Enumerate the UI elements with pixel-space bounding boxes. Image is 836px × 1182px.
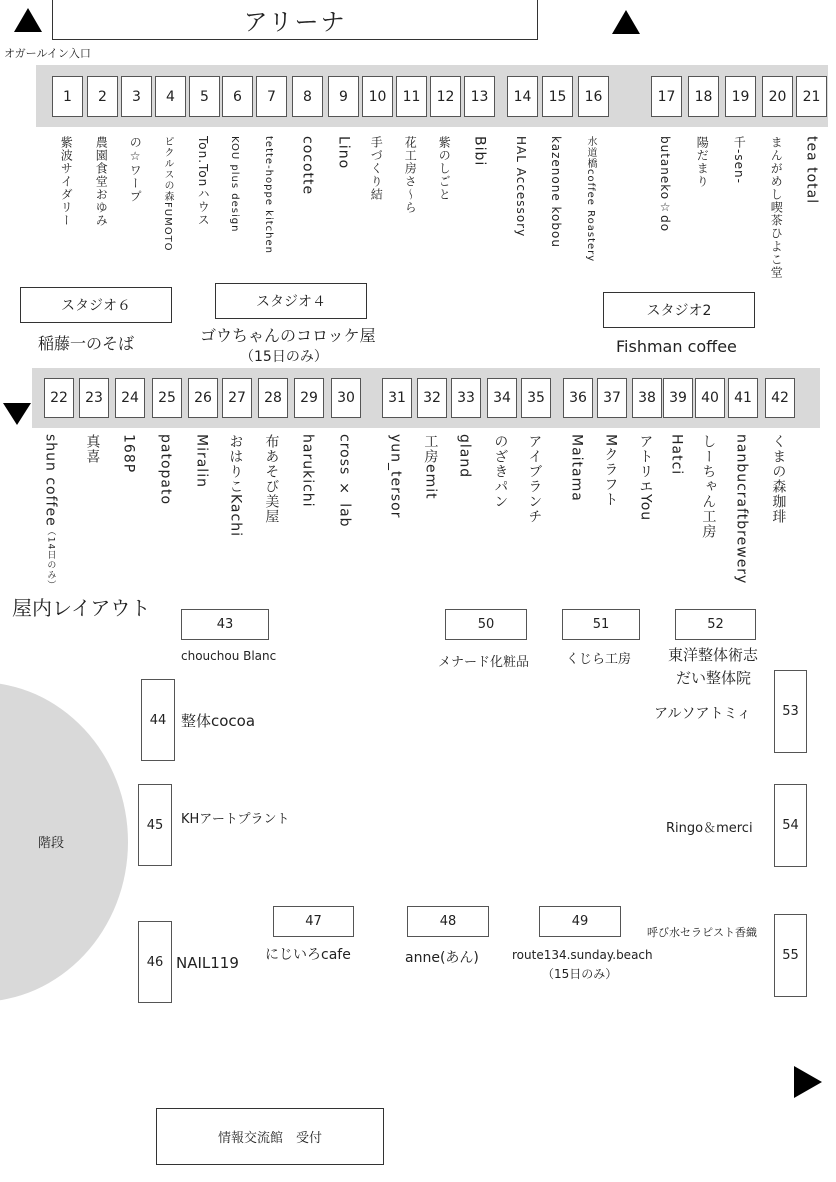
vendor-name: butaneko☆do — [658, 136, 673, 233]
vendor-name: 農園食堂おゆみ — [94, 136, 109, 227]
up-arrow-icon — [612, 10, 640, 34]
vendor-50: メナード化粧品 — [438, 655, 530, 670]
studio-2 — [603, 292, 755, 328]
booth-number: 47 — [305, 914, 322, 929]
vendor-name-text: アトリエYou — [637, 434, 654, 522]
vendor-name-text: くまの森珈琲 — [770, 434, 787, 524]
right-arrow-icon — [794, 1066, 822, 1098]
vendor-name: tette-hoppe kitchen — [263, 136, 274, 254]
vendor-45: KHアートプラント — [181, 812, 290, 827]
vendor-name: 紫波サイダリー — [59, 136, 74, 227]
booth-50 — [445, 609, 527, 640]
vendor-name — [568, 434, 583, 502]
down-arrow-icon — [3, 403, 31, 425]
studio-6 — [20, 287, 172, 323]
booth-5: 5 — [189, 76, 220, 117]
vendor-name — [120, 434, 135, 473]
booth-8: 8 — [292, 76, 323, 117]
vendor-49: route134.sunday.beach — [512, 948, 653, 962]
booth-4: 4 — [155, 76, 186, 117]
booth-54 — [774, 784, 807, 867]
vendor-name: まんがめし喫茶ひよこ堂 — [769, 136, 784, 279]
booth-44 — [141, 679, 175, 761]
vendor-name-text: しーちゃん工房 — [700, 434, 717, 539]
vendor-name — [637, 434, 652, 521]
vendor-name-text: 真喜 — [84, 434, 101, 464]
studio-4-label: スタジオ４ — [256, 294, 326, 310]
vendor-name — [84, 434, 99, 464]
booth-11: 11 — [396, 76, 427, 117]
booth-34: 34 — [487, 378, 517, 418]
vendor-name: 千-sen- — [732, 136, 747, 184]
booth-31: 31 — [382, 378, 412, 418]
vendor-name — [700, 434, 715, 539]
vendor-name: ピクルスの森FUMOTO — [162, 136, 173, 252]
booth-15: 15 — [542, 76, 573, 117]
booth-21: 21 — [796, 76, 827, 117]
booth-17: 17 — [651, 76, 682, 117]
vendor-name: 紫のしごと — [437, 136, 452, 201]
booth-14: 14 — [507, 76, 538, 117]
booth-18: 18 — [688, 76, 719, 117]
vendor-47: にじいろcafe — [265, 947, 351, 963]
vendor-name — [422, 434, 437, 500]
booth-1: 1 — [52, 76, 83, 117]
vendor-name — [157, 434, 172, 505]
vendor-name: kazenone kobou — [549, 136, 564, 248]
studio-2-label: スタジオ2 — [646, 303, 712, 319]
booth-number: 46 — [146, 954, 164, 970]
vendor-name — [387, 434, 402, 519]
booth-number: 45 — [146, 817, 164, 833]
vendor-48: anne(あん) — [405, 950, 479, 966]
booth-37: 37 — [597, 378, 627, 418]
booth-33: 33 — [451, 378, 481, 418]
booth-27: 27 — [222, 378, 252, 418]
vendor-name-text: yun_tersor — [387, 434, 404, 519]
booth-51 — [562, 609, 640, 640]
booth-48 — [407, 906, 489, 937]
vendor-43: chouchou Blanc — [181, 649, 277, 663]
vendor-name — [299, 434, 314, 508]
vendor-name — [770, 434, 785, 524]
booth-number: 51 — [592, 617, 610, 632]
booth-number: 53 — [782, 704, 799, 719]
studio-4 — [215, 283, 367, 319]
vendor-name — [733, 434, 748, 584]
vendor-54: Ringo＆merci — [666, 821, 753, 836]
vendor-name: Lino — [335, 136, 352, 170]
vendor-name — [193, 434, 208, 488]
vendor-name — [42, 434, 57, 590]
vendor-49-note: （15日のみ） — [542, 967, 618, 981]
vendor-name: HAL Accessory — [514, 136, 529, 238]
booth-46 — [138, 921, 172, 1003]
vendor-name: KOU plus design — [229, 136, 240, 233]
booth-13: 13 — [464, 76, 495, 117]
studio-4-vendor: ゴウちゃんのコロッケ屋 — [200, 326, 376, 345]
booth-43 — [181, 609, 269, 640]
vendor-name-text: Mクラフト — [602, 434, 619, 508]
booth-25: 25 — [152, 378, 182, 418]
vendor-name: cocotte — [299, 136, 316, 196]
booth-number: 54 — [782, 818, 799, 833]
booth-number: 49 — [571, 914, 589, 929]
booth-6: 6 — [222, 76, 253, 117]
vendor-name-text: Maitama — [568, 434, 585, 502]
arena-box — [52, 0, 538, 40]
vendor-53: アルソアトミィ — [654, 706, 751, 722]
vendor-name-text: Hatci — [668, 434, 685, 476]
up-arrow-icon — [14, 8, 42, 32]
vendor-name — [526, 434, 541, 524]
booth-41: 41 — [728, 378, 758, 418]
entrance-label: オガールイン入口 — [4, 47, 91, 60]
booth-28: 28 — [258, 378, 288, 418]
vendor-name — [336, 434, 351, 528]
studio-6-vendor: 稲藤一のそば — [38, 334, 135, 353]
booth-19: 19 — [725, 76, 756, 117]
vendor-name: 手づくり結 — [369, 136, 384, 201]
booth-30: 30 — [331, 378, 361, 418]
booth-40: 40 — [695, 378, 725, 418]
vendor-46: NAIL119 — [176, 954, 239, 972]
vendor-note: （14日のみ） — [45, 526, 56, 591]
vendor-name: Ton.Tonハウス — [196, 136, 211, 227]
vendor-name-text: patopato — [157, 434, 174, 506]
vendor-name: 花工房さ～ら — [403, 136, 418, 214]
vendor-name-text: cross × lab — [336, 434, 353, 528]
reception-label: 情報交流館 受付 — [217, 1131, 322, 1146]
studio-2-vendor: Fishman coffee — [616, 337, 737, 356]
booth-3: 3 — [121, 76, 152, 117]
vendor-name-text: Miralin — [193, 434, 210, 488]
booth-number: 48 — [439, 914, 457, 929]
indoor-title: 屋内レイアウト — [12, 596, 151, 620]
booth-10: 10 — [362, 76, 393, 117]
booth-23: 23 — [79, 378, 109, 418]
booth-12: 12 — [430, 76, 461, 117]
vendor-name: の☆ワープ — [128, 136, 143, 203]
vendor-name-text: harukichi — [299, 434, 316, 508]
booth-20: 20 — [762, 76, 793, 117]
booth-16: 16 — [578, 76, 609, 117]
booth-36: 36 — [563, 378, 593, 418]
vendor-name: 陽だまり — [695, 136, 710, 188]
vendor-name — [492, 434, 507, 509]
vendor-name-text: 布あそび美屋 — [263, 434, 280, 524]
booth-26: 26 — [188, 378, 218, 418]
booth-22: 22 — [44, 378, 74, 418]
vendor-55: 呼び水セラピスト香織 — [647, 926, 757, 939]
vendor-name-text: 168P — [120, 434, 137, 474]
booth-47 — [273, 906, 354, 937]
vendor-52: 東洋整体術志 — [668, 646, 759, 664]
vendor-name: 水道橋coffee Roastery — [585, 136, 596, 263]
booth-9: 9 — [328, 76, 359, 117]
studio-6-label: スタジオ６ — [61, 298, 131, 314]
vendor-name — [456, 434, 471, 478]
vendor-name-text: アイブランチ — [526, 434, 543, 524]
vendor-name — [602, 434, 617, 507]
booth-number: 52 — [707, 617, 724, 632]
booth-45 — [138, 784, 172, 866]
booth-number: 50 — [477, 617, 495, 632]
vendor-name: Bibi — [471, 136, 488, 167]
vendor-name-text: 工房emit — [422, 434, 439, 500]
booth-29: 29 — [294, 378, 324, 418]
booth-49 — [539, 906, 621, 937]
vendor-name-text: shun coffee — [42, 434, 59, 527]
booth-35: 35 — [521, 378, 551, 418]
vendor-name-text: gland — [456, 434, 473, 479]
vendor-52-line2: だい整体院 — [676, 669, 752, 687]
booth-55 — [774, 914, 807, 997]
vendor-44: 整体cocoa — [181, 712, 256, 730]
vendor-51: くじら工房 — [566, 652, 632, 667]
booth-42: 42 — [765, 378, 795, 418]
vendor-name: tea total — [803, 136, 820, 205]
stairs-label: 階段 — [38, 836, 65, 851]
vendor-name — [668, 434, 683, 475]
booth-2: 2 — [87, 76, 118, 117]
booth-39: 39 — [663, 378, 693, 418]
booth-number: 43 — [216, 617, 234, 632]
booth-number: 55 — [782, 948, 799, 963]
booth-number: 44 — [149, 712, 167, 728]
studio-4-note: （15日のみ） — [240, 349, 328, 365]
vendor-name-text: のざきパン — [492, 434, 509, 509]
booth-24: 24 — [115, 378, 145, 418]
booth-7: 7 — [256, 76, 287, 117]
vendor-name-text: おはりこKachi — [227, 434, 244, 537]
vendor-name-text: nanbucraftbrewery — [733, 434, 750, 585]
vendor-name — [227, 434, 242, 537]
booth-53 — [774, 670, 807, 753]
booth-52 — [675, 609, 756, 640]
booth-38: 38 — [632, 378, 662, 418]
booth-32: 32 — [417, 378, 447, 418]
reception-box — [156, 1108, 384, 1165]
vendor-name — [263, 434, 278, 524]
arena-title: アリーナ — [243, 7, 347, 36]
